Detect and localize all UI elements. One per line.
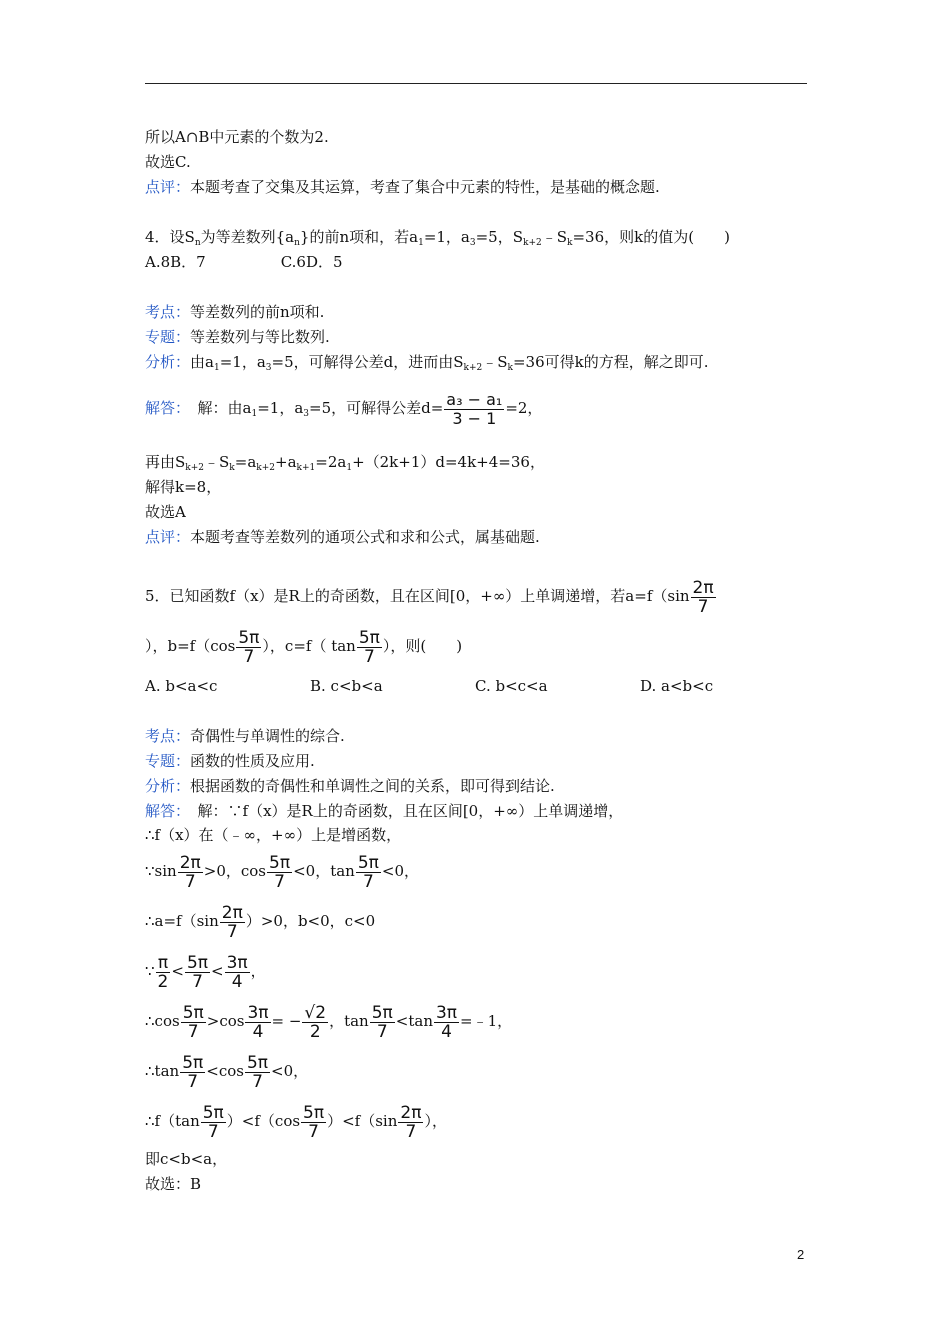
subscript: k+2 xyxy=(523,238,542,248)
q4-step2: 再由$S_{k+2}﹣S_k=a_{k+2}+a_{k+1}=2a_1+(2k+1)d=4k+4=36$， xyxy=(145,453,545,473)
fraction-denominator: 7 xyxy=(308,1121,319,1142)
q5-step2: ∵sin $\frac{2\pi}{7}$ >0，cos $\frac{5\pi}{7}$ <0，tan $\frac{5\pi}{7}$ <0， xyxy=(145,852,420,892)
q5-step7: ∴f（tan $\frac{5\pi}{7}$ ）<f（cos $\frac{5\pi}{7}$ ）<f（sin $\frac{2\pi}{7}$ ）， xyxy=(145,1102,447,1142)
fraction-denominator: 4 xyxy=(231,971,243,992)
fraction-denominator: 7 xyxy=(252,1071,263,1092)
subscript: k+1 xyxy=(296,463,316,473)
fraction xyxy=(225,954,250,991)
q4-step3: 解得k=8， xyxy=(145,478,222,496)
fraction-numerator: 5π xyxy=(371,1002,393,1023)
fraction-numerator: a₃ − a₁ xyxy=(446,389,503,409)
fraction-numerator: 5π xyxy=(357,852,379,873)
fraction-numerator: 5π xyxy=(182,1052,204,1073)
fraction-numerator: √2 xyxy=(304,1002,327,1023)
fraction-denominator: 7 xyxy=(243,646,255,667)
fraction xyxy=(185,954,210,991)
subscript: k xyxy=(567,238,573,248)
fraction-d xyxy=(444,391,504,428)
fraction-denominator: 7 xyxy=(187,1071,199,1092)
q5-step6: ∴tan $\frac{5\pi}{7}$ <cos $\frac{5\pi}{7}$ <0， xyxy=(145,1052,309,1092)
subscript: n xyxy=(294,238,300,248)
prev-conclusion: 所以A∩B中元素的个数为2. xyxy=(145,128,329,146)
fraction-denominator: 7 xyxy=(226,921,238,942)
q5-step8: 即c<b<a， xyxy=(145,1150,228,1168)
fraction-denominator: 2 xyxy=(157,971,169,992)
fraction xyxy=(181,1004,206,1041)
fraction-2pi-7 xyxy=(691,579,716,616)
fraction-numerator: 5π xyxy=(238,627,260,648)
fraction-denominator: 7 xyxy=(363,646,375,667)
fraction-denominator: 2 xyxy=(309,1021,321,1042)
fraction-numerator: 2π xyxy=(179,852,201,873)
fraction-5pi-7 xyxy=(357,629,382,666)
q4-jieda: 解答： 解：由$a_1=1$，$a_3=5$，可解得公差d= $\frac{\text{a₃ − a₁}}{3 - 1}$ =2， xyxy=(145,389,543,428)
fraction-denominator: 7 xyxy=(192,971,203,992)
subscript: k+2 xyxy=(185,463,205,473)
q5-jieda: 解答： 解：∵f（x）是R上的奇函数，且在区间[0，+∞）上单调递增， xyxy=(145,802,624,820)
q5-stem-2: ），b=f（cos $\frac{5\pi}{7}$ ），c=f（ tan $\frac{5\pi}{7}$ ），则( ) xyxy=(145,627,463,667)
q4-kaodian: 考点：等差数列的前n项和. xyxy=(145,303,325,321)
fraction-denominator: 7 xyxy=(405,1121,417,1142)
fraction-numerator: π xyxy=(156,954,171,973)
fraction-denominator: 7 xyxy=(376,1021,388,1042)
q5-step1: ∴f（x）在（﹣∞，+∞）上是增函数， xyxy=(145,826,402,844)
subscript: 1 xyxy=(251,409,258,419)
fraction-numerator: 3π xyxy=(247,1002,269,1023)
q4-options: A.8B．7 C.6D．5 xyxy=(145,253,343,271)
fraction-denominator: 7 xyxy=(184,871,196,892)
q4-fenxi: 分析：由$a_1=1$，$a_3=5$，可解得公差d，进而由$S_{k+2}﹣S_k=36$可得k的方程，解之即可. xyxy=(145,353,709,373)
fraction-numerator: 3π xyxy=(226,952,248,973)
q5-step3: ∴a=f（sin $\frac{2\pi}{7}$ ）>0，b<0，c<0 xyxy=(145,902,376,942)
fraction xyxy=(267,854,292,891)
subscript: 1 xyxy=(346,463,353,473)
subscript: k+2 xyxy=(256,463,276,473)
q5-options xyxy=(145,676,713,696)
q4-choice: 故选A xyxy=(145,503,186,521)
fraction-numerator: 2π xyxy=(400,1102,422,1123)
fraction-numerator: 2π xyxy=(692,577,714,598)
fraction xyxy=(245,1004,270,1041)
fraction xyxy=(220,904,245,941)
fraction xyxy=(301,1104,326,1141)
q4-zhuanti: 专题：等差数列与等比数列. xyxy=(145,328,330,346)
fraction xyxy=(302,1004,328,1041)
q4-review: 点评：本题考查等差数列的通项公式和求和公式，属基础题. xyxy=(145,528,540,546)
q5-zhuanti: 专题：函数的性质及应用. xyxy=(145,752,315,770)
option-d: D. a<b<c xyxy=(640,677,714,695)
subscript: 3 xyxy=(303,409,309,419)
fraction-denominator: 7 xyxy=(362,871,374,892)
prev-review: 点评：本题考查了交集及其运算，考查了集合中元素的特性，是基础的概念题. xyxy=(145,178,660,196)
q5-choice: 故选：B xyxy=(145,1175,202,1193)
fraction-numerator: 5π xyxy=(358,627,380,648)
option-b: B. c<b<a xyxy=(310,677,383,695)
q5-fenxi: 分析：根据函数的奇偶性和单调性之间的关系，即可得到结论. xyxy=(145,777,555,795)
fraction-denominator: 7 xyxy=(274,871,285,892)
q5-stem-1: 5．已知函数f（x）是R上的奇函数，且在区间[0，+∞）上单调递增，若a=f（sin $\frac{2\pi}{7}$ xyxy=(145,577,714,617)
fraction xyxy=(356,854,381,891)
fraction xyxy=(398,1104,423,1141)
fraction-numerator: 5π xyxy=(269,852,291,873)
fraction-denominator: 4 xyxy=(252,1021,264,1042)
fraction xyxy=(434,1004,459,1041)
fraction-denominator: 3 − 1 xyxy=(452,408,497,428)
subscript: k xyxy=(229,463,235,473)
fraction-numerator: 5π xyxy=(182,1002,204,1023)
fraction xyxy=(370,1004,395,1041)
fraction-denominator: 7 xyxy=(187,1021,199,1042)
page-number: 2 xyxy=(797,1247,805,1262)
fraction xyxy=(180,1054,205,1091)
q5-kaodian: 考点：奇偶性与单调性的综合. xyxy=(145,727,345,745)
fraction-5pi-7 xyxy=(236,629,261,666)
fraction-numerator: 3π xyxy=(435,1002,458,1023)
subscript: n xyxy=(194,238,201,248)
subscript: 3 xyxy=(265,363,272,373)
subscript: 3 xyxy=(469,238,476,248)
fraction-numerator: 2π xyxy=(221,902,243,923)
review-label: 点评： xyxy=(145,178,191,196)
fraction-denominator: 7 xyxy=(207,1121,219,1142)
fraction-denominator: 7 xyxy=(697,596,709,617)
q5-step5: ∴cos $\frac{5\pi}{7}$ >cos $\frac{3\pi}{4}$ = − $\frac{√2}{2}$ ，tan $\frac{5\pi}{7}$ <tan $\frac{3\pi}{4}$ =﹣1， xyxy=(145,1002,513,1042)
q4-stem: 4．设$S_n$为等差数列$\{a_n\}$的前n项和，若$a_1=1$，$a_3=5$，$S_{k+2}﹣S_k=36$，则k的值为( ) xyxy=(145,228,730,248)
option-c: C. b<c<a xyxy=(475,677,548,695)
q5-step4: ∵ $\frac{\pi}{2}$ < $\frac{5\pi}{7}$ < $\frac{3\pi}{4}$ ， xyxy=(145,952,266,992)
option-a: A. b<a<c xyxy=(145,677,218,695)
fraction-numerator: 5π xyxy=(202,1102,224,1123)
fraction-numerator: 5π xyxy=(303,1102,325,1123)
subscript: k xyxy=(507,363,513,373)
subscript: 1 xyxy=(213,363,220,373)
fraction xyxy=(245,1054,270,1091)
fraction-denominator: 4 xyxy=(441,1021,452,1042)
prev-choice: 故选C. xyxy=(145,153,191,171)
fraction xyxy=(156,954,171,991)
fraction xyxy=(201,1104,226,1141)
subscript: k+2 xyxy=(463,363,483,373)
header-rule xyxy=(145,83,807,84)
fraction xyxy=(178,854,203,891)
fraction-numerator: 5π xyxy=(246,1052,269,1073)
subscript: 1 xyxy=(418,238,424,248)
fraction-numerator: 5π xyxy=(186,952,209,973)
